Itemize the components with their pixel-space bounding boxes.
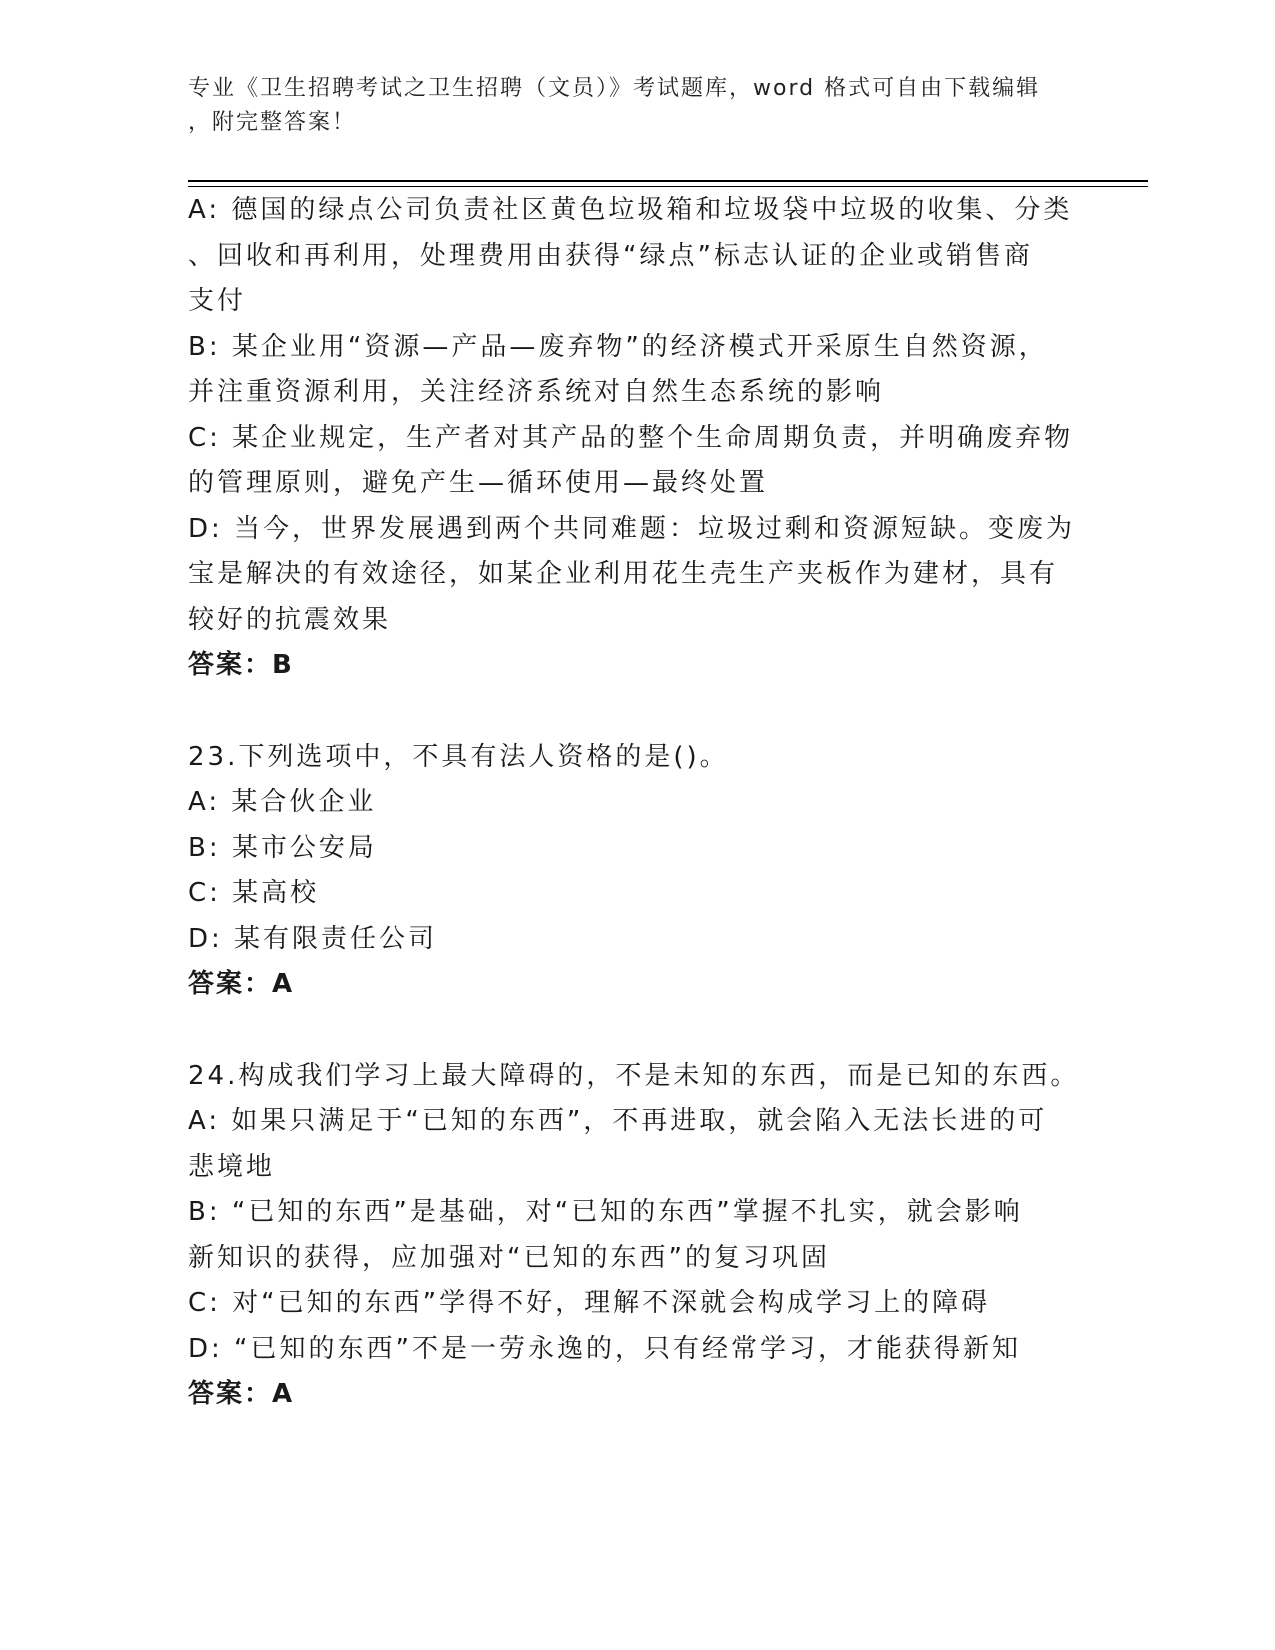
option-a-line: 、回收和再利用，处理费用由获得“绿点”标志认证的企业或销售商 xyxy=(188,240,1033,271)
option-c: C: 某高校 xyxy=(188,878,320,908)
option-a-line: A: 如果只满足于“已知的东西”，不再进取，就会陷入无法长进的可 xyxy=(188,1106,1048,1136)
option-d-line: 较好的抗震效果 xyxy=(188,604,392,635)
option-d-line: D: 当今，世界发展遇到两个共同难题：垃圾过剩和资源短缺。变废为 xyxy=(188,513,1076,544)
option-d: D: 某有限责任公司 xyxy=(188,923,438,954)
header-divider-thin xyxy=(188,186,1148,187)
spacer xyxy=(188,1008,1078,1054)
option-a-line: 支付 xyxy=(188,286,247,316)
option-a-line: A: 德国的绿点公司负责社区黄色垃圾箱和垃圾袋中垃圾的收集、分类 xyxy=(188,195,1073,225)
question-text: 23.下列选项中，不具有法人资格的是()。 xyxy=(188,741,729,772)
answer-label: 答案：A xyxy=(188,969,295,999)
spacer xyxy=(188,689,1078,735)
header-line-2: ，附完整答案！ xyxy=(188,110,357,135)
question-content xyxy=(188,188,1078,1418)
question-24 xyxy=(188,1054,1078,1418)
option-b-line: B: “已知的东西”是基础，对“已知的东西”掌握不扎实，就会影响 xyxy=(188,1197,1023,1227)
option-b-line: B: 某企业用“资源—产品—废弃物”的经济模式开采原生自然资源， xyxy=(188,331,1048,362)
option-a: A: 某合伙企业 xyxy=(188,787,377,817)
header-line-1: 专业《卫生招聘考试之卫生招聘（文员）》考试题库，word 格式可自由下载编辑 xyxy=(188,76,1041,101)
document-header xyxy=(188,72,1068,140)
answer-label: 答案：A xyxy=(188,1379,295,1409)
answer-label: 答案：B xyxy=(188,650,294,680)
question-22-options xyxy=(188,188,1078,689)
option-b: B: 某市公安局 xyxy=(188,832,377,863)
option-a-line: 悲境地 xyxy=(188,1151,276,1182)
header-divider-thick xyxy=(188,180,1148,182)
option-d-line: 宝是解决的有效途径，如某企业利用花生壳生产夹板作为建材，具有 xyxy=(188,559,1059,589)
option-c: C: 对“已知的东西”学得不好，理解不深就会构成学习上的障碍 xyxy=(188,1288,991,1318)
question-text: 24.构成我们学习上最大障碍的，不是未知的东西，而是已知的东西。 xyxy=(188,1060,1080,1091)
option-b-line: 新知识的获得，应加强对“已知的东西”的复习巩固 xyxy=(188,1242,830,1273)
option-b-line: 并注重资源利用，关注经济系统对自然生态系统的影响 xyxy=(188,377,885,407)
option-c-line: 的管理原则，避免产生—循环使用—最终处置 xyxy=(188,468,769,498)
option-c-line: C: 某企业规定，生产者对其产品的整个生命周期负责，并明确废弃物 xyxy=(188,422,1074,453)
question-23 xyxy=(188,735,1078,1008)
option-d: D: “已知的东西”不是一劳永逸的，只有经常学习，才能获得新知 xyxy=(188,1333,1021,1364)
